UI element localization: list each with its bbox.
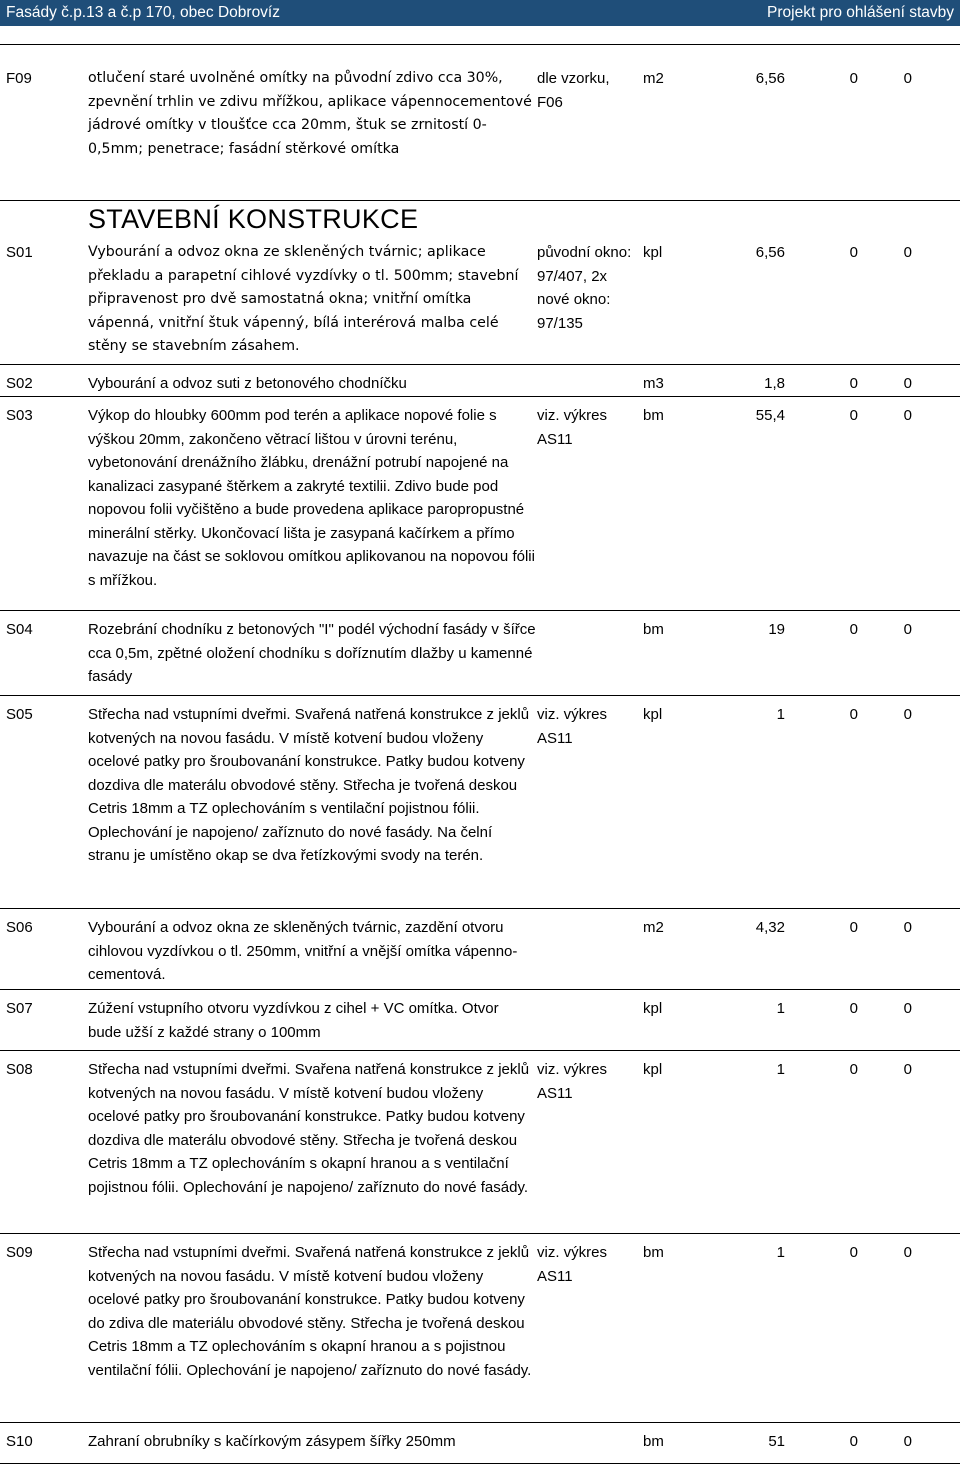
- row-quantity: 1: [776, 706, 785, 723]
- row-description: Střecha nad vstupními dveřmi. Svařena natřená konstrukce z jeklů kotvených na novou fasádu. V místě kotvení budou vloženy ocelové patky pro šroubovanání konstrukce. Patky budou kotveny dozdiva dle materálu obvodové stěny. Střecha je tvořená deskou Cetris 18mm a TZ oplechováním s okapní hranou a s ventilační pojistnou fólii. Oplechování je napojeno/ zaříznuto do nové fasády.: [88, 1061, 530, 1196]
- table-row: [0, 695, 960, 864]
- row-unit: m3: [643, 375, 664, 392]
- row-description: otlučení staré uvolněné omítky na původní zdivo cca 30%, zpevnění trhlin ve zdivu mřížkou, aplikace vápennocementové jádrové omítky v tloušťce cca 20mm, štuk se zrnitostí 0-0,5mm; penetrace; fasádní stěrkové omítka: [88, 70, 532, 157]
- table-row: [0, 1050, 960, 1196]
- row-col-b: 0: [903, 1061, 912, 1078]
- row-col-a: 0: [849, 621, 858, 638]
- table-row: [0, 1233, 960, 1379]
- row-description: Výkop do hloubky 600mm pod terén a aplikace nopové folie s výškou 20mm, zakončeno větrací lištou v úrovni terénu, vybetonování drenážního žlábku, drenážní potrubí napojené na kanalizaci zasypané štěrkem a zakryté textilii. Zdivo bude pod nopovou folii vyčištěno a bude provedena aplikace paropropustné minerální stěrky. Ukončovací lišta je zasypaná kačírkem a přímo navazuje na část se soklovou omítkou aplikovanou na nopovou fólii s mřížkou.: [88, 407, 535, 589]
- row-col-a: 0: [849, 1244, 858, 1261]
- row-unit: m2: [643, 70, 664, 87]
- row-col-b: 0: [903, 70, 912, 87]
- row-code: F09: [6, 70, 32, 87]
- table-row: [0, 989, 960, 1041]
- table-row: [0, 610, 960, 685]
- row-col-a: 0: [849, 70, 858, 87]
- row-col-a: 0: [849, 706, 858, 723]
- row-unit: bm: [643, 1244, 664, 1261]
- row-description: Rozebrání chodníku z betonových "I" podél východní fasády v šířce cca 0,5m, zpětné oložení chodníku s doříznutím dlažby u kamenné fasády: [88, 621, 536, 685]
- row-code: S08: [6, 1061, 33, 1078]
- row-code: S01: [6, 244, 33, 261]
- row-col-a: 0: [849, 1061, 858, 1078]
- row-quantity: 19: [768, 621, 785, 638]
- row-reference: původní okno: 97/407, 2x nové okno: 97/135: [537, 244, 632, 332]
- row-code: S07: [6, 1000, 33, 1017]
- header-project-stage: Projekt pro ohlášení stavby: [767, 4, 954, 21]
- row-quantity: 6,56: [755, 70, 785, 87]
- row-col-b: 0: [903, 375, 912, 392]
- row-description: Vybourání a odvoz okna ze skleněných tvárnic; aplikace překladu a parapetní cihlové vyzdívky o tl. 500mm; stavební připravenost pro dvě samostatná okna; vnitřní omítka vápenná, vnitřní štuk vápenný, bílá interérová malba celé stěny se stavebním zásahem.: [88, 244, 519, 354]
- row-description: Zúžení vstupního otvoru vyzdívkou z cihel + VC omítka. Otvor bude užší z každé strany o 100mm: [88, 1000, 499, 1041]
- row-code: S04: [6, 621, 33, 638]
- header-document-title: Fasády č.p.13 a č.p 170, obec Dobrovíz: [6, 4, 280, 21]
- row-col-b: 0: [903, 1433, 912, 1450]
- row-unit: kpl: [643, 706, 663, 723]
- row-reference: viz. výkres AS11: [537, 1061, 608, 1102]
- row-unit: kpl: [643, 244, 663, 261]
- row-unit: kpl: [643, 1000, 663, 1017]
- row-code: S03: [6, 407, 33, 424]
- row-code: S10: [6, 1433, 33, 1450]
- row-code: S05: [6, 706, 33, 723]
- row-quantity: 51: [768, 1433, 785, 1450]
- row-code: S09: [6, 1244, 33, 1261]
- row-divider: [0, 200, 960, 201]
- table-row: [0, 908, 960, 983]
- row-unit: m2: [643, 919, 664, 936]
- row-col-b: 0: [903, 1000, 912, 1017]
- table-row: [0, 364, 960, 392]
- row-description: Vybourání a odvoz okna ze skleněných tvárnic, zazdění otvoru cihlovou vyzdívkou o tl. 250mm, vnitřní a vnější omítka vápenno-cementová.: [88, 919, 518, 983]
- row-col-a: 0: [849, 375, 858, 392]
- section-title: STAVEBNÍ KONSTRUKCE: [88, 204, 419, 234]
- row-description: Zahraní obrubníky s kačírkovým zásypem šířky 250mm: [88, 1433, 456, 1450]
- row-quantity: 6,56: [755, 244, 785, 261]
- row-unit: bm: [643, 1433, 664, 1450]
- row-col-a: 0: [849, 244, 858, 261]
- row-col-a: 0: [849, 919, 858, 936]
- row-col-b: 0: [903, 621, 912, 638]
- row-col-a: 0: [849, 407, 858, 424]
- table-top-rule: [0, 44, 960, 45]
- row-code: S02: [6, 375, 33, 392]
- table-row: [0, 396, 960, 589]
- row-reference: dle vzorku, F06: [537, 70, 610, 111]
- row-code: S06: [6, 919, 33, 936]
- row-quantity: 55,4: [755, 407, 785, 424]
- row-description: Vybourání a odvoz suti z betonového chodníčku: [88, 375, 407, 392]
- row-quantity: 4,32: [755, 919, 785, 936]
- row-unit: bm: [643, 407, 664, 424]
- row-col-b: 0: [903, 919, 912, 936]
- row-reference: viz. výkres AS11: [537, 1244, 608, 1285]
- row-col-a: 0: [849, 1433, 858, 1450]
- row-col-b: 0: [903, 244, 912, 261]
- page-header: [0, 0, 960, 26]
- row-reference: viz. výkres AS11: [537, 706, 608, 747]
- row-col-b: 0: [903, 1244, 912, 1261]
- row-unit: kpl: [643, 1061, 663, 1078]
- row-quantity: 1: [776, 1061, 785, 1078]
- row-col-b: 0: [903, 407, 912, 424]
- row-unit: bm: [643, 621, 664, 638]
- table-row: [0, 1422, 960, 1450]
- row-description: Střecha nad vstupními dveřmi. Svařená natřená konstrukce z jeklů kotvených na novou fasádu. V místě kotvení budou vloženy ocelové patky pro šroubovanání konstrukce. Patky budou kotveny do zdiva dle materiálu obvodové stěny. Střecha je tvořená deskou Cetris 18mm a TZ oplechováním s okapní hranou a s pojistnou ventilační fólii. Oplechování je napojeno/ zaříznuto do nové fasády.: [88, 1244, 532, 1379]
- row-reference: viz. výkres AS11: [537, 407, 608, 448]
- table-bottom-rule: [0, 1463, 960, 1464]
- row-quantity: 1,8: [764, 375, 785, 392]
- row-col-a: 0: [849, 1000, 858, 1017]
- row-col-b: 0: [903, 706, 912, 723]
- row-quantity: 1: [776, 1244, 785, 1261]
- row-description: Střecha nad vstupními dveřmi. Svařená natřená konstrukce z jeklů kotvených na novou fasádu. V místě kotvení budou vloženy ocelové patky pro šroubovanání konstrukce. Patky budou kotveny dozdiva dle materálu obvodové stěny. Střecha je tvořená deskou Cetris 18mm a TZ oplechováním s ventilační pojistnou fólii. Oplechování je napojeno/ zaříznuto do nové fasády. Na čelní stranu je umístěno okap se dva řetízkovými svody na terén.: [88, 706, 530, 864]
- row-quantity: 1: [776, 1000, 785, 1017]
